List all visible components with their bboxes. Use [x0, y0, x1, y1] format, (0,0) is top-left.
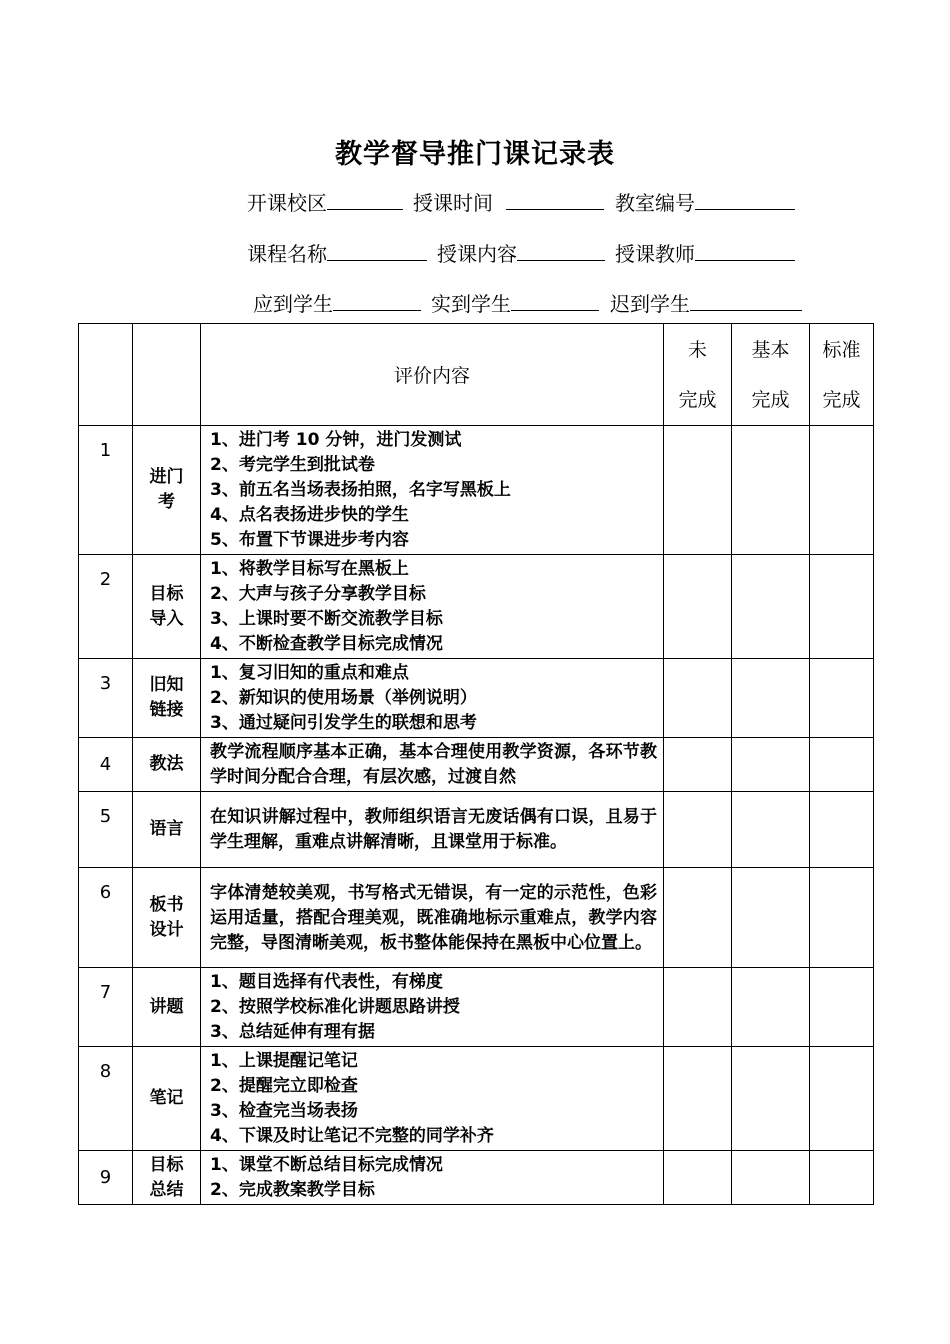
rating-basic-cell[interactable] — [732, 868, 810, 968]
row-content: 在知识讲解过程中，教师组织语言无废话偶有口误，且易于学生理解，重难点讲解清晰，且课堂用于标准。 — [201, 792, 664, 868]
header-line: 未 — [687, 338, 707, 361]
blank-line[interactable] — [690, 292, 802, 311]
field-course — [247, 238, 427, 267]
field-label: 实到学生 — [431, 292, 511, 316]
row-content — [201, 1047, 664, 1151]
row-number: 9 — [79, 1151, 133, 1205]
category-line: 板书 — [149, 894, 184, 915]
field-room — [615, 187, 795, 216]
blank-line[interactable] — [327, 242, 427, 261]
header-empty-cell — [79, 324, 133, 426]
row-number: 6 — [79, 868, 133, 968]
table-row — [79, 1047, 874, 1151]
rating-basic-cell[interactable] — [732, 1047, 810, 1151]
field-label: 开课校区 — [247, 191, 327, 215]
rating-not-done-cell[interactable] — [664, 1047, 732, 1151]
rating-not-done-cell[interactable] — [664, 659, 732, 738]
field-label: 课程名称 — [247, 242, 327, 266]
category-line: 语言 — [149, 819, 184, 839]
blank-line[interactable] — [327, 191, 403, 210]
header-content: 评价内容 — [201, 324, 664, 426]
blank-line[interactable] — [695, 191, 795, 210]
content-item: 1、题目选择有代表性，有梯度 — [210, 972, 443, 992]
table-row — [79, 738, 874, 792]
table-row — [79, 868, 874, 968]
rating-basic-cell[interactable] — [732, 659, 810, 738]
row-number: 8 — [79, 1047, 133, 1151]
content-item: 4、下课及时让笔记不完整的同学补齐 — [210, 1126, 494, 1146]
field-late — [610, 288, 802, 317]
category-line: 旧知 — [149, 675, 184, 695]
row-category — [133, 1151, 201, 1205]
row-category — [133, 659, 201, 738]
rating-basic-cell[interactable] — [732, 792, 810, 868]
table-row — [79, 426, 874, 555]
content-item: 3、前五名当场表扬拍照，名字写黑板上 — [210, 480, 511, 500]
blank-line[interactable] — [695, 242, 795, 261]
category-line: 设计 — [149, 919, 184, 940]
row-content — [201, 426, 664, 555]
content-item: 1、进门考 10 分钟，进门发测试 — [210, 430, 462, 450]
row-content: 教学流程顺序基本正确，基本合理使用教学资源，各环节教学时间分配合合理，有层次感，过渡自然 — [201, 738, 664, 792]
table-row — [79, 792, 874, 868]
category-line: 导入 — [149, 608, 184, 629]
row-category — [133, 1047, 201, 1151]
content-item: 5、布置下节课进步考内容 — [210, 530, 409, 550]
rating-not-done-cell[interactable] — [664, 555, 732, 659]
content-item: 4、不断检查教学目标完成情况 — [210, 634, 443, 654]
category-line: 目标 — [149, 1154, 184, 1175]
rating-basic-cell[interactable] — [732, 555, 810, 659]
content-item: 2、按照学校标准化讲题思路讲授 — [210, 997, 460, 1017]
rating-standard-cell[interactable] — [810, 426, 874, 555]
blank-line[interactable] — [333, 292, 421, 311]
header-line: 基本 — [751, 338, 790, 361]
blank-line[interactable] — [506, 191, 604, 210]
row-category — [133, 426, 201, 555]
row-content: 字体清楚较美观，书写格式无错误，有一定的示范性，色彩运用适量，搭配合理美观，既准确地标示重难点，教学内容完整，导图清晰美观，板书整体能保持在黑板中心位置上。 — [201, 868, 664, 968]
field-expected — [253, 288, 421, 317]
header-not-done — [664, 324, 732, 426]
header-line: 标准 — [822, 338, 861, 361]
category-line: 教法 — [149, 754, 184, 774]
rating-not-done-cell[interactable] — [664, 426, 732, 555]
category-line: 进门 — [149, 467, 184, 487]
field-label: 授课时间 — [413, 191, 493, 215]
content-item: 2、新知识的使用场景（举例说明） — [210, 688, 477, 708]
field-label: 授课内容 — [437, 242, 517, 266]
row-number: 4 — [79, 738, 133, 792]
row-number: 3 — [79, 659, 133, 738]
rating-standard-cell[interactable] — [810, 659, 874, 738]
content-item: 1、将教学目标写在黑板上 — [210, 559, 409, 579]
rating-not-done-cell[interactable] — [664, 968, 732, 1047]
field-campus — [247, 187, 403, 216]
header-line: 完成 — [678, 388, 717, 411]
content-item: 2、提醒完立即检查 — [210, 1076, 358, 1096]
category-line: 链接 — [149, 700, 184, 720]
field-label: 迟到学生 — [610, 292, 690, 316]
content-item: 4、点名表扬进步快的学生 — [210, 505, 409, 525]
content-item: 2、考完学生到批试卷 — [210, 455, 375, 475]
category-line: 目标 — [149, 583, 184, 604]
table-header-row — [79, 324, 874, 426]
field-label: 教室编号 — [615, 191, 695, 215]
page-title: 教学督导推门课记录表 — [335, 139, 615, 170]
content-item: 3、通过疑问引发学生的联想和思考 — [210, 713, 477, 733]
row-number: 7 — [79, 968, 133, 1047]
field-actual — [431, 288, 599, 317]
table-row — [79, 1151, 874, 1205]
rating-standard-cell[interactable] — [810, 1047, 874, 1151]
row-content — [201, 555, 664, 659]
table-row — [79, 555, 874, 659]
rating-not-done-cell[interactable] — [664, 1151, 732, 1205]
content-item: 3、检查完当场表扬 — [210, 1101, 358, 1121]
category-line: 考 — [158, 492, 175, 512]
content-item: 2、完成教案教学目标 — [210, 1180, 375, 1200]
category-line: 讲题 — [149, 996, 184, 1017]
field-content — [437, 238, 605, 267]
field-teacher — [615, 238, 795, 267]
row-number: 1 — [79, 426, 133, 555]
rating-standard-cell[interactable] — [810, 555, 874, 659]
field-label: 应到学生 — [253, 292, 333, 316]
header-standard-done — [810, 324, 874, 426]
row-content — [201, 968, 664, 1047]
header-line: 完成 — [822, 388, 861, 411]
header-basic-done — [732, 324, 810, 426]
content-item: 1、上课提醒记笔记 — [210, 1051, 358, 1071]
rating-standard-cell[interactable] — [810, 792, 874, 868]
rating-standard-cell[interactable] — [810, 968, 874, 1047]
evaluation-table — [78, 323, 874, 1205]
rating-standard-cell[interactable] — [810, 1151, 874, 1205]
table-row — [79, 968, 874, 1047]
header-empty-cell — [133, 324, 201, 426]
rating-basic-cell[interactable] — [732, 968, 810, 1047]
content-item: 3、总结延伸有理有据 — [210, 1022, 375, 1042]
content-item: 3、上课时要不断交流教学目标 — [210, 609, 443, 629]
rating-not-done-cell[interactable] — [664, 868, 732, 968]
row-category — [133, 792, 201, 868]
row-category — [133, 738, 201, 792]
rating-standard-cell[interactable] — [810, 868, 874, 968]
content-item: 2、大声与孩子分享教学目标 — [210, 584, 426, 604]
content-item: 1、课堂不断总结目标完成情况 — [210, 1155, 443, 1175]
rating-basic-cell[interactable] — [732, 1151, 810, 1205]
table-row — [79, 659, 874, 738]
row-category — [133, 868, 201, 968]
content-item: 1、复习旧知的重点和难点 — [210, 663, 409, 683]
row-content — [201, 1151, 664, 1205]
header-line: 完成 — [751, 388, 790, 411]
field-time — [413, 187, 604, 216]
rating-basic-cell[interactable] — [732, 738, 810, 792]
row-number: 5 — [79, 792, 133, 868]
rating-not-done-cell[interactable] — [664, 738, 732, 792]
row-content — [201, 659, 664, 738]
rating-not-done-cell[interactable] — [664, 792, 732, 868]
row-category — [133, 555, 201, 659]
blank-line[interactable] — [511, 292, 599, 311]
row-category — [133, 968, 201, 1047]
rating-basic-cell[interactable] — [732, 426, 810, 555]
category-line: 总结 — [149, 1179, 184, 1200]
category-line: 笔记 — [149, 1088, 184, 1108]
rating-standard-cell[interactable] — [810, 738, 874, 792]
field-label: 授课教师 — [615, 242, 695, 266]
blank-line[interactable] — [517, 242, 605, 261]
row-number: 2 — [79, 555, 133, 659]
